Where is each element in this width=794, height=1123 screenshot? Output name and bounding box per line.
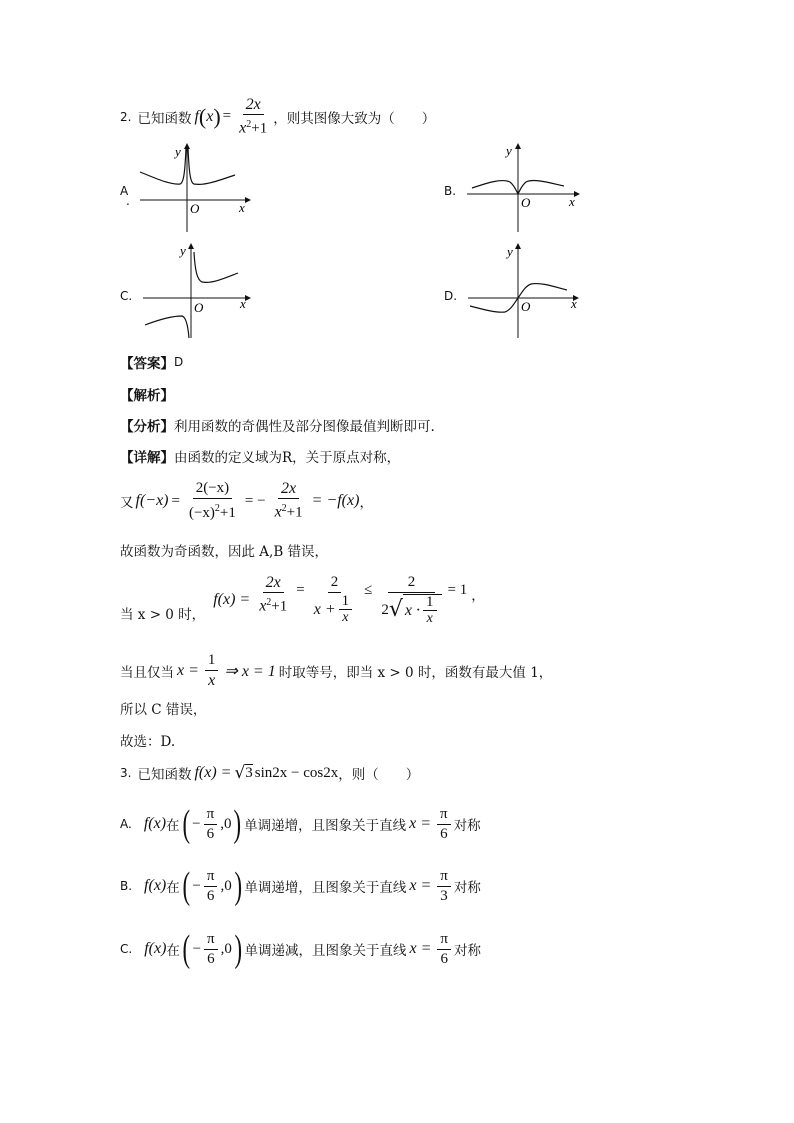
q3-opt-b-desc: 单调递增，且图象关于直线 <box>244 880 407 896</box>
q3-opt-b-zero: ,0 <box>220 877 232 894</box>
step4-arrow: ⇒ x = 1 <box>224 662 276 680</box>
step1-pre: 又 <box>120 495 134 511</box>
paren-close: ) <box>213 103 221 129</box>
q3-pre: 已知函数 <box>137 767 192 783</box>
step1-num2: 2x <box>278 480 299 499</box>
step2-text: 故函数为奇函数，因此 A,B 错误， <box>120 544 329 560</box>
fenxi-tag: 【分析】 <box>120 419 174 435</box>
q3-opt-c-end: 对称 <box>454 943 481 959</box>
q3-option-c <box>120 930 481 968</box>
q3-opt-b-minus: − <box>192 877 201 894</box>
paren-close: ) <box>234 865 242 907</box>
graph-c-origin: O <box>194 300 204 315</box>
step3-den2 <box>311 593 358 625</box>
q2-den-exp: 2 <box>246 119 252 130</box>
graph-b <box>462 140 587 235</box>
step3-num3: 2 <box>388 574 436 593</box>
analysis-line <box>120 384 174 404</box>
graph-b-origin: O <box>521 195 531 210</box>
q3-option-a <box>120 805 481 843</box>
q3-opt-c-minus: − <box>192 940 202 957</box>
step3-den3-frac <box>423 595 437 626</box>
q2-den-base: x <box>239 119 247 137</box>
paren-close: ) <box>234 803 242 845</box>
step1-den2-base: x <box>274 503 282 521</box>
step3-den1-base: x <box>259 597 267 615</box>
step1-frac2 <box>272 480 306 522</box>
graph-c-curve-right <box>194 252 238 282</box>
graph-d-origin: O <box>521 299 531 314</box>
q2-den-rest: +1 <box>251 120 268 137</box>
step3-den1 <box>256 593 290 616</box>
step1-tail: = −f(x) <box>311 492 360 509</box>
option-d-label: D. <box>444 289 458 303</box>
q3-opt-c-zero: ,0 <box>220 940 232 957</box>
q3-opt-b-fn: π <box>437 868 451 887</box>
step3-frac2 <box>311 574 358 625</box>
step4-frac <box>205 652 219 689</box>
q3-opt-b-zai: 在 <box>166 880 180 896</box>
step3-den2-frac <box>339 594 353 625</box>
paren-open: ( <box>198 103 207 129</box>
q3-post: ，则（ ） <box>338 767 420 783</box>
option-c-label: C. <box>120 289 133 303</box>
q2-number: 2. <box>120 109 132 124</box>
step5-line <box>120 698 206 718</box>
q3-opt-a-desc: 单调递增，且图象关于直线 <box>244 818 407 834</box>
q3-opt-a-fn: π <box>437 806 451 825</box>
step1-fnx: f(−x) <box>135 492 169 509</box>
answer-tag: 【答案】 <box>120 356 174 372</box>
q3-opt-b-pi: π <box>204 868 218 887</box>
graph-d <box>465 240 590 340</box>
q3-opt-c-line-frac <box>437 931 451 968</box>
q2-stem-post: ，则其图像大致为（ ） <box>273 110 436 127</box>
q3-opt-c-fn: π <box>437 931 451 950</box>
q3-opt-a-fx: f(x) <box>143 815 167 832</box>
xiangjie-tag: 【详解】 <box>120 450 174 466</box>
step3-den3-a: 2 <box>381 601 389 618</box>
step4-pre: 当且仅当 <box>120 664 174 681</box>
option-b-label: B. <box>444 184 457 198</box>
q3-stem <box>120 763 419 783</box>
graph-c-y-arrow <box>188 243 194 249</box>
q3-opt-a-minus: − <box>192 815 201 832</box>
step3-frac3 <box>378 574 444 626</box>
answer-line <box>120 352 183 372</box>
step5-text: 所以 C 错误， <box>120 702 207 718</box>
q3-opt-c-desc: 单调递减，且图象关于直线 <box>244 943 407 959</box>
step3-line <box>120 574 485 626</box>
step3-num1: 2x <box>263 574 284 593</box>
q3-opt-b-six: 6 <box>206 887 215 904</box>
step1-eq: = <box>171 492 180 509</box>
xiangjie-text: 由函数的定义域为R，关于原点对称， <box>174 450 401 466</box>
step3-den2-fd: x <box>342 610 349 625</box>
paren-close: ) <box>234 928 242 970</box>
step3-den1-exp: 2 <box>266 597 272 608</box>
q3-opt-b-xeq: x = <box>409 877 432 894</box>
q3-fx: f(x) = <box>194 764 232 781</box>
q3-sqrt-icon: √ <box>234 763 246 783</box>
step1-eq2: = − <box>244 492 266 509</box>
q3-expr: sin2x − cos2x <box>254 764 339 781</box>
q3-opt-b-fd: 3 <box>440 887 448 904</box>
q3-opt-c-fx: f(x) <box>144 940 167 957</box>
step1-comma: ， <box>359 495 373 511</box>
step4-line <box>120 652 552 689</box>
graph-c <box>140 240 260 340</box>
q3-opt-a-line-frac <box>437 806 451 843</box>
graph-d-y-arrow <box>515 243 521 249</box>
step3-comma: ， <box>471 588 485 604</box>
xiangjie-line <box>120 446 400 466</box>
graph-a <box>135 140 255 235</box>
q3-opt-a-six: 6 <box>206 825 215 842</box>
q3-opt-b-line-frac <box>437 868 451 905</box>
step6-text: 故选：D. <box>120 734 176 750</box>
step3-sqrt-body <box>403 594 442 626</box>
step6-line <box>120 730 175 750</box>
q3-opt-a-fd: 6 <box>440 825 448 842</box>
graph-b-x-arrow <box>574 191 580 197</box>
graph-b-y-arrow <box>515 143 521 149</box>
graph-d-x-label: x <box>571 296 577 311</box>
graph-a-x-label: x <box>239 200 245 215</box>
graph-a-curve-right <box>188 148 235 184</box>
step3-den2-a: x + <box>313 601 336 618</box>
q3-option-b <box>120 867 481 905</box>
paren-open: ( <box>182 865 190 907</box>
step3-fx: f(x) = <box>213 591 251 608</box>
q2-fraction <box>236 96 270 138</box>
q3-number: 3. <box>120 766 132 780</box>
step4-x: x = <box>177 661 199 679</box>
sqrt-icon: √ <box>388 597 403 622</box>
q2-x: x <box>206 107 214 125</box>
step1-frac1 <box>186 480 239 522</box>
step3-den3-fd: x <box>426 611 433 626</box>
step2-line <box>120 540 328 560</box>
step1-den2-rest: +1 <box>286 504 303 521</box>
q3-opt-c-six: 6 <box>207 950 215 967</box>
step3-den3-fn: 1 <box>423 595 437 611</box>
q2-eq: = <box>222 108 232 125</box>
q3-opt-a-xeq: x = <box>409 815 432 832</box>
step4-fd: x <box>208 672 216 689</box>
step3-den2-fn: 1 <box>339 594 353 610</box>
step1-den1-rest: +1 <box>219 505 236 521</box>
analysis-tag: 【解析】 <box>120 388 174 404</box>
graph-c-curve-left <box>145 316 189 338</box>
step3-pre: 当 x > 0 时， <box>120 607 206 623</box>
fenxi-line <box>120 415 435 435</box>
paren-open: ( <box>182 928 191 970</box>
graph-c-y-label: y <box>180 243 186 258</box>
step4-fn: 1 <box>205 652 219 671</box>
option-a-dot: . <box>126 194 130 208</box>
q3-opt-c-zai: 在 <box>166 943 180 959</box>
q3-opt-b-interval-frac <box>204 868 218 905</box>
step1-num1: 2(−x) <box>193 480 232 499</box>
answer-value: D <box>174 355 184 369</box>
q3-sqrt-val: 3 <box>245 765 253 781</box>
q2-stem-pre: 已知函数 <box>137 110 192 127</box>
graph-a-x-arrow <box>245 197 251 203</box>
q3-opt-c-xeq: x = <box>409 940 432 957</box>
step3-den3-x: x · <box>404 602 421 619</box>
step1-den1 <box>186 499 239 522</box>
q3-opt-b-end: 对称 <box>453 880 481 896</box>
q3-opt-b-fx: f(x) <box>144 877 167 894</box>
step1-line <box>120 480 373 522</box>
step1-den2 <box>272 499 306 522</box>
step3-eq2: = <box>296 582 305 598</box>
graph-a-y-arrow <box>184 143 190 149</box>
graph-c-x-label: x <box>240 296 246 311</box>
step3-den1-rest: +1 <box>271 598 288 615</box>
q2-den <box>236 115 270 138</box>
q2-stem <box>120 96 435 138</box>
paren-open: ( <box>182 803 190 845</box>
q3-opt-a-zai: 在 <box>166 818 180 834</box>
graph-b-y-label: y <box>506 143 512 158</box>
graph-a-y-label: y <box>175 144 181 159</box>
step3-den3 <box>378 593 444 626</box>
q3-opt-c-interval-frac <box>204 931 218 968</box>
step1-den1-base: (−x) <box>188 505 215 521</box>
q3-opt-a-end: 对称 <box>453 818 481 834</box>
step1-den1-exp: 2 <box>214 503 220 514</box>
graph-b-x-label: x <box>569 194 575 209</box>
q3-opt-c-fd: 6 <box>440 950 448 967</box>
q2-num: 2x <box>243 96 264 115</box>
q3-opt-c-pi: π <box>204 931 218 950</box>
q3-opt-b-label: B. <box>120 879 133 893</box>
q3-opt-a-zero: ,0 <box>220 815 232 832</box>
step3-le: ≤ <box>364 582 373 598</box>
q2-fx: f <box>194 107 199 125</box>
option-a-label: A <box>120 184 129 198</box>
step3-tail: = 1 <box>447 582 468 598</box>
graph-a-origin: O <box>190 201 200 216</box>
step3-frac1 <box>256 574 290 616</box>
q3-opt-a-pi: π <box>204 806 218 825</box>
q3-opt-c-label: C. <box>120 942 133 956</box>
graph-c-x-arrow <box>245 295 251 301</box>
step3-num2: 2 <box>328 574 342 593</box>
fenxi-text: 利用函数的奇偶性及部分图像最值判断即可. <box>174 419 435 435</box>
step4-post: 时取等号，即当 x > 0 时，函数有最大值 1， <box>278 664 553 681</box>
q3-opt-a-label: A. <box>120 817 132 831</box>
q3-opt-a-interval-frac <box>204 806 218 843</box>
graph-d-y-label: y <box>507 244 513 259</box>
step1-den2-exp: 2 <box>281 503 287 515</box>
